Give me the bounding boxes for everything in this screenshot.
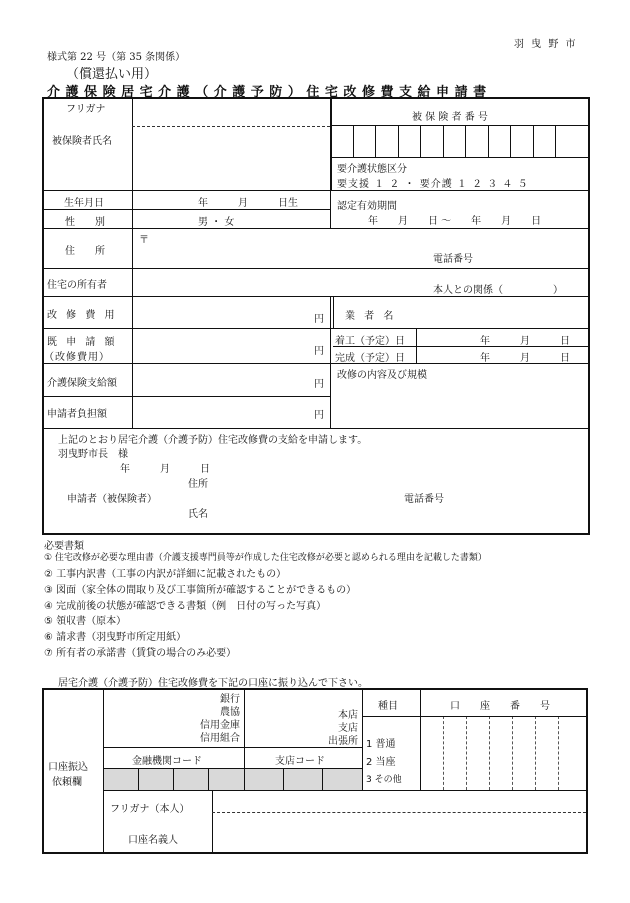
institution-type-agri: 農協 xyxy=(220,707,240,718)
relation-label: 本人との関係（ ） xyxy=(433,285,563,296)
account-type-current: 2 当座 xyxy=(366,757,396,768)
care-level-label: 要介護状態区分 xyxy=(337,164,407,175)
account-type-other: 3 その他 xyxy=(366,775,402,785)
document-item: ⑤ 領収書（原本） xyxy=(44,616,127,627)
sex-value: 男 ・ 女 xyxy=(198,217,235,228)
yen-burden: 円 xyxy=(314,410,324,421)
document-item: ③ 図面（家全体の間取り及び工事箇所が確認することができるもの） xyxy=(44,585,357,596)
contractor-label: 業 者 名 xyxy=(345,311,397,322)
benefit-amount-label: 介護保険支給額 xyxy=(47,378,117,389)
bank-instruction: 居宅介護（介護予防）住宅改修費を下記の口座に振り込んで下さい。 xyxy=(58,678,368,689)
renovation-cost-label: 改 修 費 用 xyxy=(47,310,118,321)
account-type-label: 種目 xyxy=(378,701,398,712)
account-number-label: 口 座 番 号 xyxy=(450,701,550,712)
institution-type-bank: 銀行 xyxy=(220,694,240,705)
documents-heading: 必要書類 xyxy=(44,541,84,552)
insured-name-label: 被保険者氏名 xyxy=(52,136,112,147)
prior-amount-sublabel: （改修費用） xyxy=(44,352,110,363)
institution-type-shinkin: 信用金庫 xyxy=(200,720,240,731)
branch-type-head: 本店 xyxy=(338,710,358,721)
declaration-phone-label: 電話番号 xyxy=(404,494,444,505)
account-type-ordinary: 1 普通 xyxy=(366,739,396,750)
form-subtitle: （償還払い用） xyxy=(66,67,158,82)
account-holder-label: 口座名義人 xyxy=(128,835,178,846)
start-date-value: 年 月 日 xyxy=(480,336,570,347)
declaration-text: 上記のとおり居宅介護（介護予防）住宅改修費の支給を申請します。 xyxy=(58,435,368,446)
postal-mark: 〒 xyxy=(139,235,149,246)
yen-benefit: 円 xyxy=(314,379,324,390)
institution-code-label: 金融機関コード xyxy=(132,756,202,767)
branch-type-office: 出張所 xyxy=(328,736,358,747)
furigana-label: フリガナ xyxy=(66,104,106,115)
sex-label: 性 別 xyxy=(65,217,105,228)
birth-date-value: 年 月 日生 xyxy=(198,198,298,209)
declaration-addressee: 羽曳野市長 様 xyxy=(58,449,128,460)
declaration-address-label: 住所 xyxy=(188,479,208,490)
institution-type-shinkumi: 信用組合 xyxy=(200,733,240,744)
branch-type-branch: 支店 xyxy=(338,723,358,734)
renovation-content-label: 改修の内容及び規模 xyxy=(337,370,427,381)
document-item: ④ 完成前後の状態が確認できる書類（例 日付の写った写真） xyxy=(44,601,327,612)
care-level-options: 要支援 １ ２ ・ 要介護 １ ２ ３ ４ ５ xyxy=(337,179,529,190)
phone-label: 電話番号 xyxy=(433,254,473,265)
burden-amount-label: 申請者負担額 xyxy=(47,409,107,420)
valid-period-label: 認定有効期間 xyxy=(337,201,397,212)
document-item: ② 工事内訳書（工事の内訳が詳細に記載されたもの） xyxy=(44,569,287,580)
document-item: ⑥ 請求書（羽曳野市所定用紙） xyxy=(44,632,187,643)
start-date-label: 着工（予定）日 xyxy=(335,336,405,347)
bank-section-label: 口座振込 xyxy=(48,762,88,773)
prior-amount-label: 既 申 請 額 xyxy=(47,337,118,348)
declaration-applicant-label: 申請者（被保険者） xyxy=(67,494,157,505)
yen-renovation: 円 xyxy=(314,314,324,325)
birth-date-label: 生年月日 xyxy=(64,198,104,209)
owner-label: 住宅の所有者 xyxy=(47,280,107,291)
valid-period-value: 年 月 日 ～ 年 月 日 xyxy=(368,216,542,227)
form-number: 様式第 22 号（第 35 条関係） xyxy=(47,52,186,63)
form-title: 介 護 保 険 居 宅 介 護 （ 介 護 予 防 ） 住 宅 改 修 費 支 給 申 請 書 xyxy=(47,85,487,100)
branch-code-label: 支店コード xyxy=(275,756,325,767)
bank-section-sublabel: 依頼欄 xyxy=(52,777,82,788)
declaration-name-label: 氏名 xyxy=(188,509,208,520)
complete-date-label: 完成（予定）日 xyxy=(335,353,405,364)
complete-date-value: 年 月 日 xyxy=(480,353,570,364)
city-name-header: 羽 曳 野 市 xyxy=(514,39,578,50)
document-item: ① 住宅改修が必要な理由書（介護支援専門員等が作成した住宅改修が必要と認められる理由を記載した書類） xyxy=(44,553,487,563)
insured-number-label: 被 保 険 者 番 号 xyxy=(412,112,488,123)
declaration-date: 年 月 日 xyxy=(120,464,210,475)
holder-furigana-label: フリガナ（本人） xyxy=(110,804,190,815)
document-item: ⑦ 所有者の承諾書（賃貸の場合のみ必要） xyxy=(44,648,237,659)
address-label: 住 所 xyxy=(65,246,105,257)
yen-prior: 円 xyxy=(314,346,324,357)
